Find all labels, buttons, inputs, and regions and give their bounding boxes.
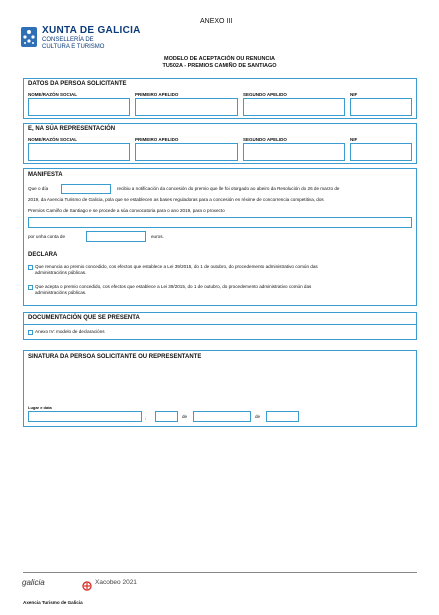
annex-iv-text: Anexo IV: modelo de declaracións	[35, 329, 105, 334]
renounce-text-line-1: Que renuncia ao premio concedido, cos efectos que establece a Lei 39/2015, do 1 de outubro, do procedemento administrativo común das	[35, 264, 318, 269]
applicant-nif-label: NIF	[350, 92, 358, 97]
signature-title: SINATURA DA PERSOA SOLICITANTE OU REPRESENTANTE	[28, 354, 202, 360]
representative-name-label: NOME/RAZÓN SOCIAL	[28, 137, 77, 142]
amount-field[interactable]	[86, 231, 146, 242]
accept-checkbox[interactable]	[28, 285, 33, 290]
notification-date-field[interactable]	[61, 184, 111, 194]
representative-nif-label: NIF	[350, 137, 358, 142]
annex-label: ANEXO III	[200, 18, 233, 25]
accept-text-line-2: administracións públicas.	[35, 290, 87, 295]
documentation-title: DOCUMENTACIÓN QUE SE PRESENTA	[28, 315, 140, 321]
renounce-checkbox[interactable]	[28, 265, 33, 270]
agency-name: Axencia Turismo de Galicia	[23, 600, 83, 605]
manifesta-line-1: recibiu a notificación da concesión do premio que lle foi otorgado ao abeiro da Resolución do 26 de marzo de	[117, 186, 340, 191]
manifesta-line-2: 2019, da Axencia Turismo de Galicia, pola que se establecen as bases reguladoras para a concesión en réxime de concorrencia competitiva, dos	[28, 197, 324, 202]
annex-iv-checkbox[interactable]	[28, 330, 33, 335]
manifesta-title: MANIFESTA	[28, 172, 63, 178]
representative-name-field[interactable]	[28, 143, 130, 161]
que-o-dia-text: Que o día	[28, 186, 49, 191]
documentation-divider	[24, 324, 416, 325]
place-field[interactable]	[28, 411, 142, 422]
de-text-1: de	[182, 414, 188, 419]
year-field[interactable]	[266, 411, 299, 422]
applicant-name-label: NOME/RAZÓN SOCIAL	[28, 92, 77, 97]
representative-surname1-label: PRIMEIRO APELIDO	[135, 137, 179, 142]
org-sub-line-2: CULTURA E TURISMO	[42, 44, 105, 50]
applicant-nif-field[interactable]	[350, 98, 412, 116]
org-subtitle	[42, 37, 104, 51]
applicant-surname2-label: SEGUNDO APELIDO	[243, 92, 287, 97]
applicant-name-field[interactable]	[28, 98, 130, 116]
renounce-text-line-2: administracións públicas.	[35, 270, 87, 275]
renounce-text	[35, 264, 318, 276]
project-field[interactable]	[28, 217, 412, 228]
place-date-label: Lugar e data	[28, 405, 52, 410]
applicant-surname1-field[interactable]	[135, 98, 238, 116]
applicant-surname2-field[interactable]	[243, 98, 345, 116]
applicant-section	[23, 78, 417, 119]
xunta-logo-icon	[20, 26, 38, 48]
manifesta-section	[23, 168, 417, 306]
form-title-line-1: MODELO DE ACEPTACIÓN OU RENUNCIA	[164, 56, 275, 62]
month-field[interactable]	[193, 411, 251, 422]
galicia-logo: galicia	[22, 578, 45, 587]
day-field[interactable]	[155, 411, 178, 422]
xacobeo-logo-icon	[82, 578, 92, 588]
de-text-2: de	[255, 414, 261, 419]
signature-section	[23, 350, 417, 427]
representative-surname2-field[interactable]	[243, 143, 345, 161]
representative-surname1-field[interactable]	[135, 143, 238, 161]
representative-nif-field[interactable]	[350, 143, 412, 161]
applicant-surname1-label: PRIMEIRO APELIDO	[135, 92, 179, 97]
form-title	[0, 56, 439, 70]
documentation-section	[23, 312, 417, 340]
declara-title: DECLARA	[28, 252, 58, 258]
euros-text: euros.	[151, 234, 164, 239]
applicant-section-title: DATOS DA PERSOA SOLICITANTE	[28, 81, 127, 87]
form-title-line-2: TU502A - PREMIOS CAMIÑO DE SANTIAGO	[162, 63, 277, 69]
por-unha-conta-text: por unha conta de	[28, 234, 66, 239]
accept-text-line-1: Que acepta o premio concedido, cos efectos que establece a Lei 39/2015, do 1 de outubro, do procedemento administrativo común das	[35, 284, 312, 289]
representative-section-title: E, NA SÚA REPRESENTACIÓN	[28, 126, 116, 132]
xacobeo-logo-text: Xacobeo 2021	[95, 579, 137, 586]
place-comma: ,	[145, 415, 147, 420]
representative-section	[23, 123, 417, 164]
representative-surname2-label: SEGUNDO APELIDO	[243, 137, 287, 142]
accept-text	[35, 284, 311, 296]
org-name: XUNTA DE GALICIA	[42, 25, 141, 36]
footer-divider	[23, 572, 417, 573]
org-sub-line-1: CONSELLERÍA DE	[42, 37, 94, 43]
manifesta-line-3: Premios Camiño de Santiago e se procede a súa convocatoria para o ano 2019, para o proxecto	[28, 208, 225, 213]
